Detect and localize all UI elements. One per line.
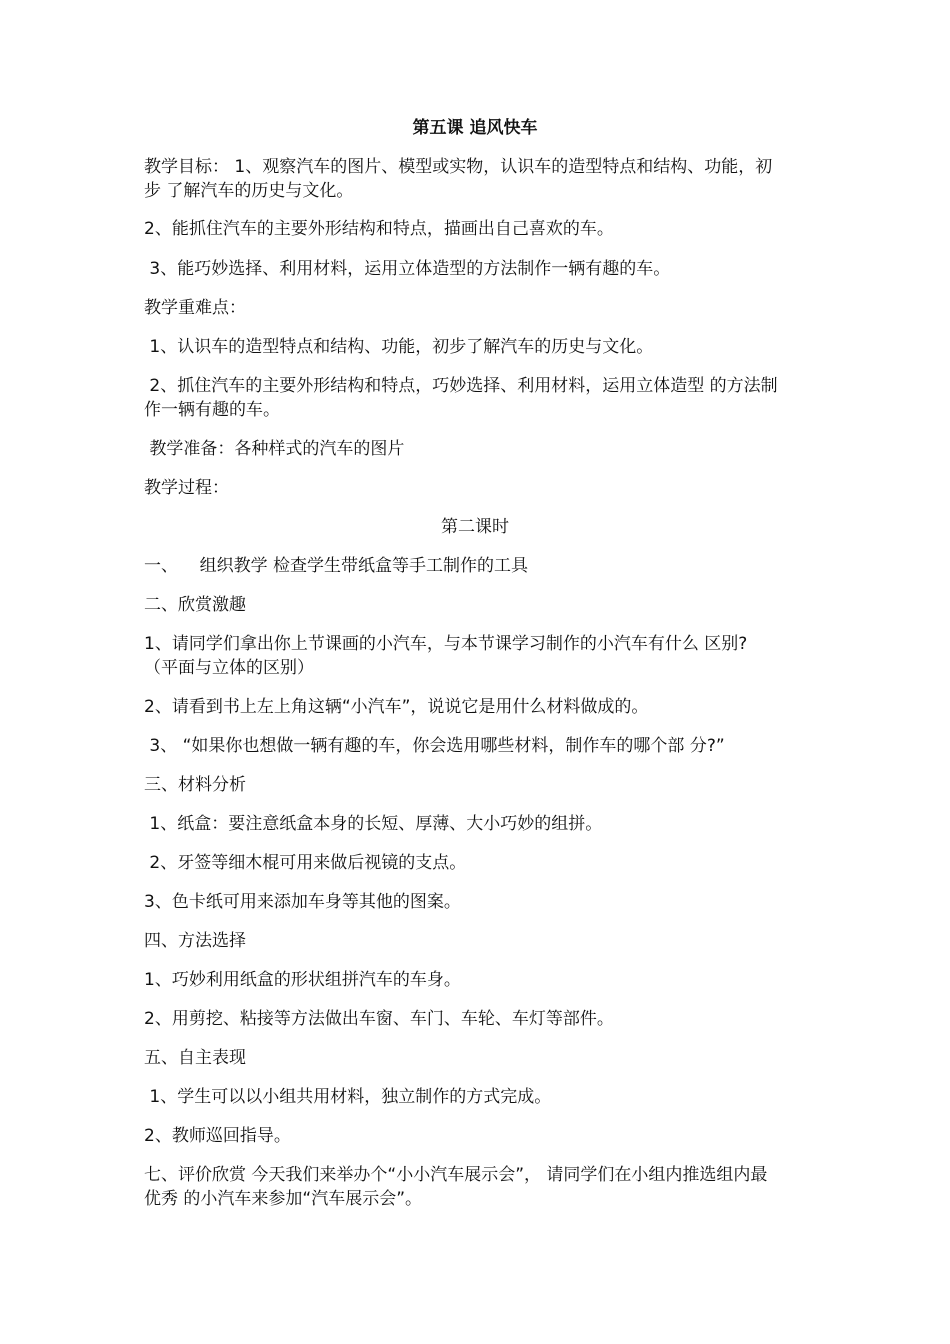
section-3-item-1: 1、纸盒：要注意纸盒本身的长短、厚薄、大小巧妙的组拼。 [144,814,603,834]
objectives-line-1: 教学目标： 1、观察汽车的图片、模型或实物，认识车的造型特点和结构、功能，初 [144,157,773,177]
section-4-item-2: 2、用剪挖、粘接等方法做出车窗、车门、车轮、车灯等部件。 [144,1009,614,1029]
section-4-item-1: 1、巧妙利用纸盒的形状组拼汽车的车身。 [144,970,461,990]
key-points-heading: 教学重难点： [144,298,246,318]
section-3-heading: 三、材料分析 [144,775,246,795]
key-point-1: 1、认识车的造型特点和结构、功能，初步了解汽车的历史与文化。 [144,337,654,357]
section-7-line-1: 七、评价欣赏 今天我们来举办个“小小汽车展示会”， 请同学们在小组内推选组内最 [144,1165,768,1185]
section-7-line-2: 优秀 的小汽车来参加“汽车展示会”。 [144,1189,423,1209]
lesson-session-heading: 第二课时 [441,517,509,537]
section-2-item-3: 3、 “如果你也想做一辆有趣的车，你会选用哪些材料，制作车的哪个部 分?” [144,736,725,756]
document-title: 第五课 追风快车 [412,118,538,138]
objectives-line-2: 步 了解汽车的历史与文化。 [144,181,354,201]
key-point-2-line-2: 作一辆有趣的车。 [144,400,280,420]
section-3-item-2: 2、牙签等细木棍可用来做后视镜的支点。 [144,853,467,873]
section-4-heading: 四、方法选择 [144,931,246,951]
section-3-item-3: 3、色卡纸可用来添加车身等其他的图案。 [144,892,461,912]
objective-3: 3、能巧妙选择、利用材料，运用立体造型的方法制作一辆有趣的车。 [144,259,671,279]
section-1: 一、 组织教学 检查学生带纸盒等手工制作的工具 [144,556,529,576]
section-2-item-2: 2、请看到书上左上角这辆“小汽车”，说说它是用什么材料做成的。 [144,697,649,717]
process-heading: 教学过程： [144,478,229,498]
objective-2: 2、能抓住汽车的主要外形结构和特点，描画出自己喜欢的车。 [144,219,614,239]
section-5-item-2: 2、教师巡回指导。 [144,1126,291,1146]
preparation-line: 教学准备：各种样式的汽车的图片 [144,439,405,459]
section-2-heading: 二、欣赏激趣 [144,595,246,615]
section-2-item-1-line-2: （平面与立体的区别） [144,658,314,678]
section-5-heading: 五、自主表现 [144,1048,246,1068]
section-2-item-1-line-1: 1、请同学们拿出你上节课画的小汽车，与本节课学习制作的小汽车有什么 区别? [144,634,748,654]
section-5-item-1: 1、学生可以以小组共用材料，独立制作的方式完成。 [144,1087,552,1107]
key-point-2-line-1: 2、抓住汽车的主要外形结构和特点，巧妙选择、利用材料，运用立体造型 的方法制 [144,376,778,396]
